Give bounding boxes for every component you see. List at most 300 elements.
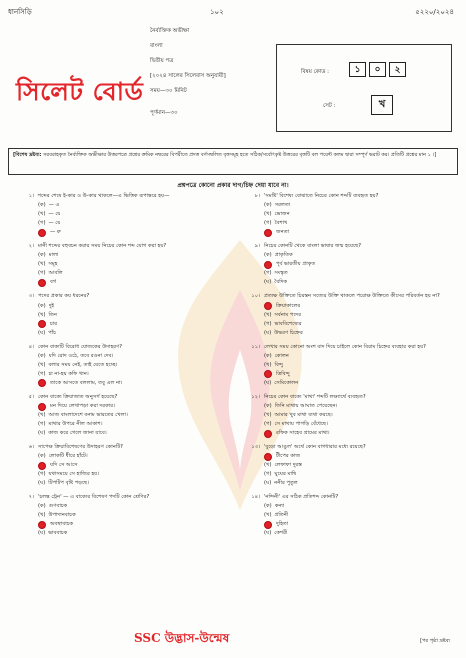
option-text: গুণবাচক [48,503,68,510]
special-notice [8,148,458,175]
answer-option[interactable] [246,311,456,320]
paren: ) [43,252,46,259]
answer-option[interactable] [20,302,230,311]
option-letter: ঘ [40,530,44,537]
question-number: ৫। [28,393,34,400]
question-stem [20,192,230,201]
question-item [20,343,230,388]
option-letter: ক [266,402,270,409]
paren: ) [43,512,46,519]
option-letter: গ [40,420,44,427]
option-text: সরলতা [274,202,291,209]
option-text: ননীর পুতুল [274,480,298,487]
code-digit: ২ [389,62,406,77]
answer-option[interactable] [20,210,230,219]
filled-bubble-icon[interactable] [264,430,272,438]
paren: ( [264,352,267,359]
exam-paper: দ্বিতীয় পত্র [150,58,174,64]
filled-bubble-icon[interactable] [38,379,46,387]
question-item [246,443,456,488]
answer-option[interactable] [246,352,456,361]
paren: ) [269,471,272,478]
paren: ) [269,530,272,537]
option-letter: ঘ [266,480,270,487]
question-stem [20,393,230,402]
paren: ) [43,220,46,227]
question-text: 'নন্দিনী' এর সঠিক প্রতিশব্দ কোনটি? [264,494,339,501]
paren: ) [43,352,46,359]
paren: ( [38,411,41,418]
option-text: যদি সে আসে [50,462,78,469]
answer-option[interactable] [20,379,230,388]
answer-option[interactable] [20,329,230,338]
answer-option[interactable] [246,529,456,538]
question-stem [246,493,456,502]
option-letter: গ [266,270,270,277]
paren: ( [38,503,41,510]
option-text: বর্গ [50,279,57,286]
paren: ) [269,420,272,427]
filled-bubble-icon[interactable] [264,521,272,529]
paren: ) [269,202,272,209]
exam-marks: পূর্ণমান—৩০ [150,110,178,116]
paren: ( [38,252,41,259]
paren: ( [38,420,41,427]
answer-option[interactable] [20,251,230,260]
paren: ) [43,471,46,478]
answer-option[interactable] [246,379,456,388]
option-text: — এ [48,202,60,209]
option-text: ত্রিবিন্দু [276,370,290,377]
question-number: ২। [28,243,34,250]
answer-option[interactable] [20,511,230,520]
option-text: তিনি মাথায় আঘাত পেয়েছেন। [274,402,338,409]
paren: ( [264,503,267,510]
option-text: ক্রিয়াকালের [276,302,301,309]
filled-bubble-icon[interactable] [38,403,46,411]
option-text: সে মাথায় পাগড়ি বেঁধেছে। [274,420,328,427]
option-text: উদ্ধরণ চিহ্নের [274,329,303,336]
option-text: উপাদানবাচক [48,512,76,519]
option-letter: ক [266,503,270,510]
answer-option[interactable] [246,370,456,379]
option-text: কেশরী [274,530,288,537]
answer-option[interactable] [20,201,230,210]
paren: ( [38,352,41,359]
answer-option[interactable] [246,251,456,260]
option-text: ভাববাচক [48,530,68,537]
option-text: পাঁচ [48,329,57,336]
answer-option[interactable] [20,278,230,287]
paren: ( [264,462,267,469]
answer-option[interactable] [20,228,230,237]
option-letter: ঘ [266,530,270,537]
paren: ( [38,329,41,336]
question-text: প্রত্যক্ষ উক্তিতে চিরন্তন সত্যের উক্তি থাকলে পরোক্ষ উক্তিতে কীসের পরিবর্তন হয় না? [264,293,440,300]
question-number: ১৪। [251,494,260,501]
answer-option[interactable] [20,361,230,370]
notice-title: [বিশেষ দ্রষ্টব্য: [13,152,42,158]
code-digit: ১ [349,62,366,77]
paren: ) [43,453,46,460]
answer-option[interactable] [246,411,456,420]
question-item [20,393,230,438]
footer-note: [পর পৃষ্ঠা দ্রষ্টব্য [420,638,450,644]
paren: ( [264,211,267,218]
paren: ( [264,252,267,259]
answer-option[interactable] [20,420,230,429]
paren: ( [264,411,267,418]
answer-option[interactable] [246,420,456,429]
question-number: ৮। [254,193,260,199]
option-text: তাকে আসতে বললাম, তবু এল না। [50,379,123,386]
option-text: প্রাকৃতিক [274,252,293,259]
question-number: ৯। [254,243,260,250]
option-letter: খ [266,311,270,318]
question-stem [246,242,456,251]
question-stem [246,292,456,301]
answer-option[interactable] [20,502,230,511]
answer-option[interactable] [20,311,230,320]
option-letter: খ [266,462,270,469]
paren: ) [43,503,46,510]
paren: ) [269,279,272,286]
option-letter: গ [40,220,44,227]
paren: ) [43,270,46,277]
paren: ) [43,530,46,537]
paren: ) [269,411,272,418]
option-letter: ঘ [40,329,44,336]
code-digit: ০ [369,62,386,77]
filled-bubble-icon[interactable] [264,302,272,310]
option-text: ভোজন [274,211,290,218]
option-text: টীপের কাজ [276,453,301,460]
option-text: বৈদিক [274,279,288,286]
paren: ) [43,311,46,318]
question-text: পদের প্রকার কয় ধরনের? [38,293,90,300]
paren: ) [269,379,272,386]
question-text: শব্দের শেষে ই-কার ও উ-কার থাকলে—এ ভিত্তিক রূপান্তরে হয়— [38,193,170,199]
question-stem [20,292,230,301]
option-letter: গ [266,220,270,227]
paren: ( [38,429,41,436]
answer-option[interactable] [246,452,456,461]
option-letter: ঘ [40,480,44,487]
paren: ( [264,420,267,427]
filled-bubble-icon[interactable] [264,453,272,461]
paren: ) [43,361,46,368]
question-stem [246,443,456,452]
paren: ( [38,530,41,537]
option-letter: খ [266,512,270,519]
question-item [246,192,456,237]
paren: ) [269,503,272,510]
question-item [20,443,230,488]
question-number: ৩। [28,293,34,300]
question-text: কোন বাক্যে ক্রিয়াজাত অনুসর্গ হয়েছে? [38,393,118,400]
option-letter: খ [266,211,270,218]
paren: ) [269,512,272,519]
paren: ) [269,361,272,368]
option-letter: ঘ [40,429,44,436]
option-letter: খ [266,411,270,418]
filled-bubble-icon[interactable] [38,279,46,287]
paren: ( [264,320,267,327]
option-letter: ক [40,302,44,309]
option-text: ঘুঘের মাছি [274,471,297,478]
option-letter: খ [266,361,270,368]
option-text: চার [50,320,58,327]
filled-bubble-icon[interactable] [264,261,272,269]
question-number: ১৩। [251,444,260,451]
paren: ) [269,211,272,218]
question-text: নিচের কোনটি থেকে বাংলা ভাষার জন্ম হয়েছে? [264,243,362,250]
option-text: পূর্ব ভারতীয় প্রাকৃত [276,261,316,268]
answer-option[interactable] [246,302,456,311]
option-text: আবলি [48,270,63,277]
answer-option[interactable] [20,411,230,420]
option-text: সংস্কৃত [274,270,288,277]
filled-bubble-icon[interactable] [38,320,46,328]
question-text: নিচের কোন বাক্যে 'মাথা' শব্দটি লক্ষ্যার্থে ব্যবহৃত? [264,393,366,400]
answer-option[interactable] [20,320,230,329]
paren: ( [264,379,267,386]
paren: ) [269,320,272,327]
paren: ( [264,279,267,286]
paren: ( [264,402,267,409]
option-letter: ক [40,352,44,359]
question-item [20,493,230,538]
question-item [246,292,456,337]
option-text: সেমিকোলন [274,379,299,386]
option-text: দুই [48,302,55,309]
option-text: রফিক সাহেব গ্রামের মাথা। [276,429,330,436]
notice-text: সরবরাহকৃত নৈর্ব্যক্তিক অভীক্ষার উত্তরপত্রে প্রশ্নের ক্রমিক নম্বরের বিপরীতে প্রদত্ত বর্ণসম্বলিত বৃত্তসমূহ হতে সঠিক/সর্বোৎকৃষ্ট উত্তরের বৃত্তটি বল পয়েন্ট কলম দ্বারা সম্পূর্ণ ভরাট কর। প্রতিটি প্রশ্নের মান ১ ।] [43,152,437,158]
header-code: ৫২২০/২০২৪ [415,8,454,16]
option-letter: গ [40,270,44,277]
option-letter: ক [266,352,270,359]
option-letter: ক [40,202,44,209]
paren: ) [43,420,46,427]
paren: ( [264,530,267,537]
option-letter: খ [40,512,44,519]
paren: ) [43,429,46,436]
question-item [246,242,456,287]
exam-subject: বাংলা [150,43,163,49]
paren: ( [38,471,41,478]
filled-bubble-icon[interactable] [264,370,272,378]
option-letter: খ [40,261,44,268]
answer-option[interactable] [246,228,456,237]
header-left: ধানসিড়ি [8,8,32,16]
answer-option[interactable] [20,370,230,379]
answer-option[interactable] [246,269,456,278]
option-text: লেফাফা দুরস্ত [274,462,303,469]
option-text: — য়ে [48,211,61,218]
paren: ) [269,402,272,409]
option-text: প্রতিনী [274,512,289,519]
question-text: কোন বাক্যটি বিরোধ যোজকের উদাহরণ? [38,343,123,350]
question-stem [20,493,230,502]
filled-bubble-icon[interactable] [38,521,46,529]
paren: ( [38,370,41,377]
option-letter: ঘ [266,329,270,336]
paren: ) [269,270,272,277]
answer-option[interactable] [246,361,456,370]
answer-option[interactable] [20,219,230,228]
question-stem [246,393,456,402]
question-text: লেখার সময় কোনো অংশ বাদ দিয়ে চাইলে কোন বিরাম চিহ্নের ব্যবহার করা হয়? [264,343,426,350]
option-text: তিন [48,311,57,318]
paren: ( [264,471,267,478]
question-number: ১। [28,193,34,199]
question-text: 'চলন্ত ট্রেন' — এ বাক্যের বিশেষণ পদটি কোন শ্রেণির? [38,494,150,501]
exam-type: নৈর্ব্যক্তিক অভীক্ষা [150,28,190,34]
paren: ( [38,270,41,277]
option-text: লোকটি ধীরে হাঁটে। [48,453,88,460]
paren: ( [264,270,267,277]
answer-option[interactable] [246,511,456,520]
question-item [246,393,456,438]
question-stem [20,343,230,352]
filled-bubble-icon[interactable] [38,462,46,470]
option-letter: খ [40,361,44,368]
paren: ( [264,311,267,318]
paren: ) [269,220,272,227]
option-letter: ঘ [266,379,270,386]
paren: ( [264,480,267,487]
option-letter: ঘ [266,279,270,286]
option-letter: ক [40,252,44,259]
filled-bubble-icon[interactable] [38,229,46,237]
option-text: টিপটিপ বৃষ্টি পড়ছে। [48,480,90,487]
paren: ) [43,261,46,268]
answer-option[interactable] [246,502,456,511]
option-letter: খ [40,211,44,218]
question-text: 'সমষ্টি' বিশেষ্য বোঝাতে নিচের কোন শব্দটি ব্যবহৃত হয়? [264,193,379,199]
subject-code-label: বিষয় কোড : [301,69,329,75]
option-letter: ক [40,503,44,510]
option-text: কোলন [274,352,289,359]
answer-option[interactable] [20,461,230,470]
option-text: বৈশাখ [274,220,288,227]
answer-option[interactable] [20,269,230,278]
set-label: সেট : [323,103,336,109]
paren: ( [264,220,267,227]
paren: ( [264,361,267,368]
exam-info [150,24,270,121]
option-text: চা না-হয় কফি খান। [48,370,89,377]
option-letter: গ [40,370,44,377]
header-page-number: ১০২ [210,8,224,16]
paren: ) [43,202,46,209]
answer-option[interactable] [246,201,456,210]
question-number: ১২। [251,393,260,400]
answer-option[interactable] [20,260,230,269]
filled-bubble-icon[interactable] [264,229,272,237]
question-stem [20,242,230,251]
option-text: মালা [48,252,59,259]
option-text: কন্যা [274,503,285,510]
question-number: ১০। [251,293,260,300]
option-text: — য়ে [48,220,61,227]
answer-option[interactable] [246,219,456,228]
answer-option[interactable] [246,470,456,479]
option-text: বলার সময় নেই, তাই যেতে হচ্ছে। [48,361,118,368]
paren: ) [43,480,46,487]
paren: ( [38,361,41,368]
paren: ( [264,512,267,519]
paren: ( [264,202,267,209]
answer-option[interactable] [246,278,456,287]
answer-option[interactable] [20,470,230,479]
option-text: কাজ করে গেলে জানা যাবে। [48,429,107,436]
answer-option[interactable] [246,210,456,219]
option-letter: খ [40,411,44,418]
option-text: বিন্দু [274,361,284,368]
question-text: সাপেক্ষ ক্রিয়াবিশেষণের উদাহরণ কোনটি? [38,444,123,451]
option-text: ভাববিশেষ্যের [274,320,302,327]
answer-option[interactable] [246,329,456,338]
paren: ( [264,329,267,336]
paren: ) [43,302,46,309]
answer-option[interactable] [246,260,456,269]
option-text: মন দিয়ে লেখাপড়া করা দরকার। [50,402,115,409]
question-text: 'বুড়ো আঙুল' অর্থে কোন বাগধারার মধ্যে রয়েছে? [264,444,366,451]
answer-option[interactable] [246,402,456,411]
subject-code-box [276,44,452,132]
board-title: সিলেট বোর্ড [16,77,144,106]
answer-option[interactable] [20,402,230,411]
answer-option[interactable] [20,529,230,538]
question-item [20,242,230,287]
exam-syllabus: [২০২৪ সালের সিলেবাস অনুযায়ী] [150,73,226,79]
answer-option[interactable] [20,352,230,361]
paren: ) [269,252,272,259]
paren: ( [38,311,41,318]
option-text: আজ বাংলাদেশে বনাম ভারতের খেলা। [48,411,128,418]
answer-option[interactable] [246,461,456,470]
paren: ) [269,352,272,359]
option-text: আমার খুব মাথা ব্যথা করছে। [274,411,333,418]
answer-option[interactable] [20,520,230,529]
paren: ) [269,311,272,318]
question-item [20,192,230,237]
answer-option[interactable] [20,452,230,461]
answer-option[interactable] [20,479,230,488]
answer-option[interactable] [246,429,456,438]
option-letter: খ [40,311,44,318]
option-letter: গ [40,471,44,478]
option-letter: ক [266,202,270,209]
answer-option[interactable] [246,479,456,488]
paren: ( [38,202,41,209]
paren: ( [38,220,41,227]
option-text: জনতা [276,229,290,236]
option-letter: ক [40,453,44,460]
option-text: যথাসময়ে সে হাজির হয়। [48,471,100,478]
questions-right-column [246,192,456,543]
answer-option[interactable] [246,520,456,529]
answer-option[interactable] [246,320,456,329]
paren: ( [38,453,41,460]
answer-option[interactable] [20,429,230,438]
paren: ( [38,302,41,309]
question-number: ৭। [28,494,34,501]
question-stem [246,343,456,352]
option-letter: গ [266,320,270,327]
paren: ) [43,370,46,377]
